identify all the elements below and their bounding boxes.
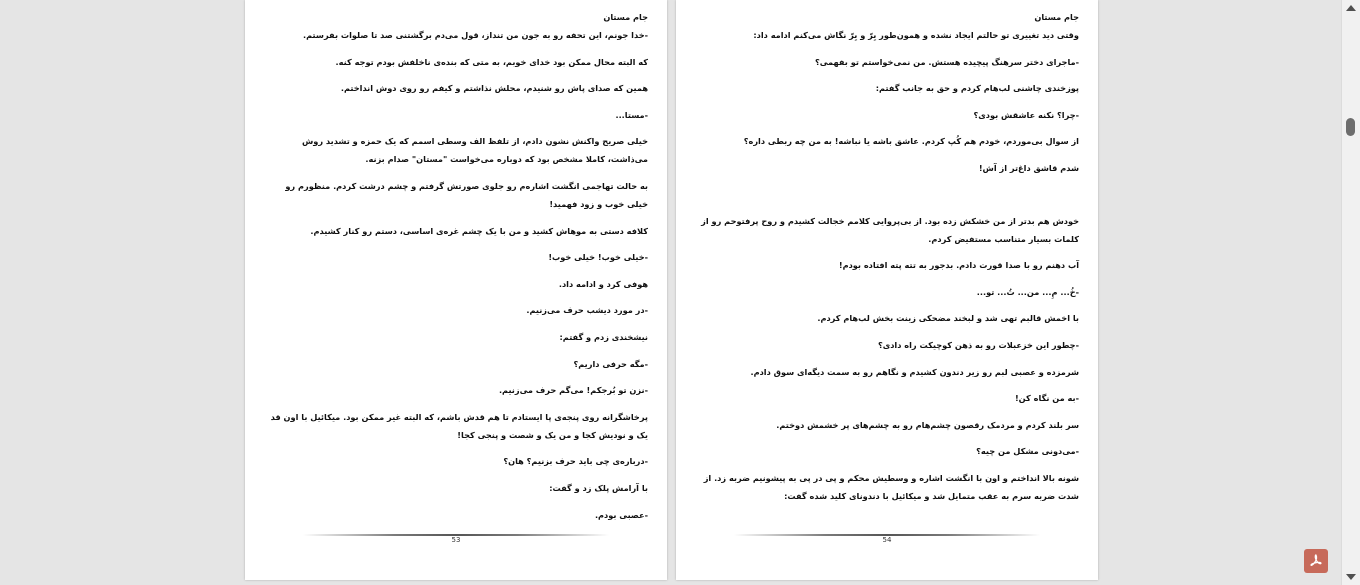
paragraph: -درباره‌ی چی باید حرف بزنیم؟ هان؟ xyxy=(503,456,648,467)
paragraph: خودش هم بدتر از من خشکش زده بود. از بی‌پروایی کلامم خجالت کشیدم و روح پرفتوحم رو از کلمات بسیار متناسب مستفیض کردم. xyxy=(701,215,1079,244)
paragraph: -در مورد دیشب حرف می‌زنیم. xyxy=(526,305,648,316)
scrollbar-thumb[interactable] xyxy=(1346,118,1355,136)
scroll-up-arrow-icon[interactable] xyxy=(1346,5,1356,11)
paragraph: -می‌دونی مشکل من چیه؟ xyxy=(976,446,1079,457)
paragraph: شرمزده و عصبی لبم رو زیر دندون کشیدم و نگاهم رو به سمت دیگه‌ای سوق دادم. xyxy=(750,366,1079,377)
blank-gap xyxy=(696,186,1079,212)
paragraph: همین که صدای پاش رو شنیدم، محلش نذاشتم و کیفم رو روی دوش انداختم. xyxy=(340,83,648,94)
page-header: جام مستان xyxy=(603,12,648,22)
page-54-content xyxy=(696,8,1079,514)
paragraph: -خدا جونم، این تحفه رو به جون من تنداز، قول می‌دم برگشتنی صد تا صلوات بفرستم. xyxy=(303,30,648,40)
paragraph: شدم قاشق داغ‌تر از آش! xyxy=(978,162,1079,173)
paragraph: پرخاشگرانه روی پنجه‌ی پا ایستادم تا هم قدش باشم، که البته غیر ممکن بود. میکائیل با اون قد یک و نودیش کجا و من یک و شصت و پنجی کجا! xyxy=(270,411,648,440)
paragraph: پوزخندی چاشنی لب‌هام کردم و حق به جانب گفتم: xyxy=(875,83,1079,94)
pdf-icon[interactable] xyxy=(1304,549,1328,573)
paragraph: -عصبی بودم. xyxy=(594,509,648,520)
paragraph: -خُ... مِ... من... تُ... تو... xyxy=(976,286,1079,297)
paragraph: آب دهنم رو با صدا قورت دادم. بدجور به تته پته افتاده بودم! xyxy=(838,260,1079,271)
paragraph: شونه بالا انداختم و اون با انگشت اشاره و وسطیش محکم و پی در پی به پیشونیم ضربه زد. از شدت ضربه سرم به عقب متمایل شد و میکائیل با دندونای کلید شده گفت: xyxy=(703,472,1079,501)
page-53 xyxy=(245,0,667,580)
page-54 xyxy=(676,0,1098,580)
paragraph: -چرا؟ نکنه عاشقش بودی؟ xyxy=(973,109,1079,120)
paragraph: -چطور این خزعبلات رو به ذهن کوچیکت راه دادی؟ xyxy=(877,339,1079,350)
page-number: 54 xyxy=(882,536,892,544)
paragraph: با آرامش پلک زد و گفت: xyxy=(549,482,648,493)
paragraph: کلافه دستی به موهاش کشید و من با یک چشم غره‌ی اساسی، دستم رو کنار کشیدم. xyxy=(310,225,648,236)
page-number: 53 xyxy=(451,536,461,544)
paragraph: با اخمش قالبم تهی شد و لبخند مضحکی زینت بخش لب‌هام کردم. xyxy=(817,313,1079,324)
paragraph: -نزن تو بُرجکم! می‌گم حرف می‌زنیم. xyxy=(498,385,648,396)
paragraph: به حالت تهاجمی انگشت اشاره‌م رو جلوی صورتش گرفتم و چشم درشت کردم. منظورم رو خیلی خوب و زود فهمید! xyxy=(285,180,648,209)
paragraph: -مگه حرفی داریم؟ xyxy=(573,358,648,369)
paragraph: -ماجرای دختر سرهنگ پیچیده هستش. من نمی‌خواستم تو بفهمی؟ xyxy=(814,56,1079,67)
page-53-content xyxy=(265,8,648,532)
paragraph: -مستا... xyxy=(615,109,648,120)
page-header: جام مستان xyxy=(1034,12,1079,22)
paragraph: -خیلی خوب! خیلی خوب! xyxy=(548,252,648,263)
paragraph: سر بلند کردم و مردمک رقصون چشم‌هام رو به چشم‌های پر خشمش دوختم. xyxy=(776,419,1079,430)
paragraph: از سوال بی‌موردم، خودم هم کُپ کردم. عاشق باشه یا نباشه! به من چه ربطی داره؟ xyxy=(743,136,1079,147)
vertical-scrollbar[interactable] xyxy=(1341,0,1360,585)
paragraph: وقتی دید تغییری تو حالتم ایجاد نشده و همون‌طور بِرّ و بِرّ نگاش می‌کنم ادامه داد: xyxy=(753,30,1079,40)
paragraph: نیشخندی زدم و گفتم: xyxy=(559,331,648,342)
paragraph: -به من نگاه کن! xyxy=(1014,393,1079,404)
paragraph: خیلی صریح واکنش نشون دادم، از تلفظ الف وسطی اسمم که یک حمزه و تشدید روش می‌ذاشت، کاملا مشخص بود که دوباره می‌خواست "مستان" صدام بزنه. xyxy=(301,136,648,165)
paragraph: که البته محال ممکن بود خدای خوبم، به متی که بنده‌ی ناخلفش بودم توجه کنه. xyxy=(335,56,648,67)
scroll-down-arrow-icon[interactable] xyxy=(1346,574,1356,580)
paragraph: هوفی کرد و ادامه داد. xyxy=(558,278,648,289)
